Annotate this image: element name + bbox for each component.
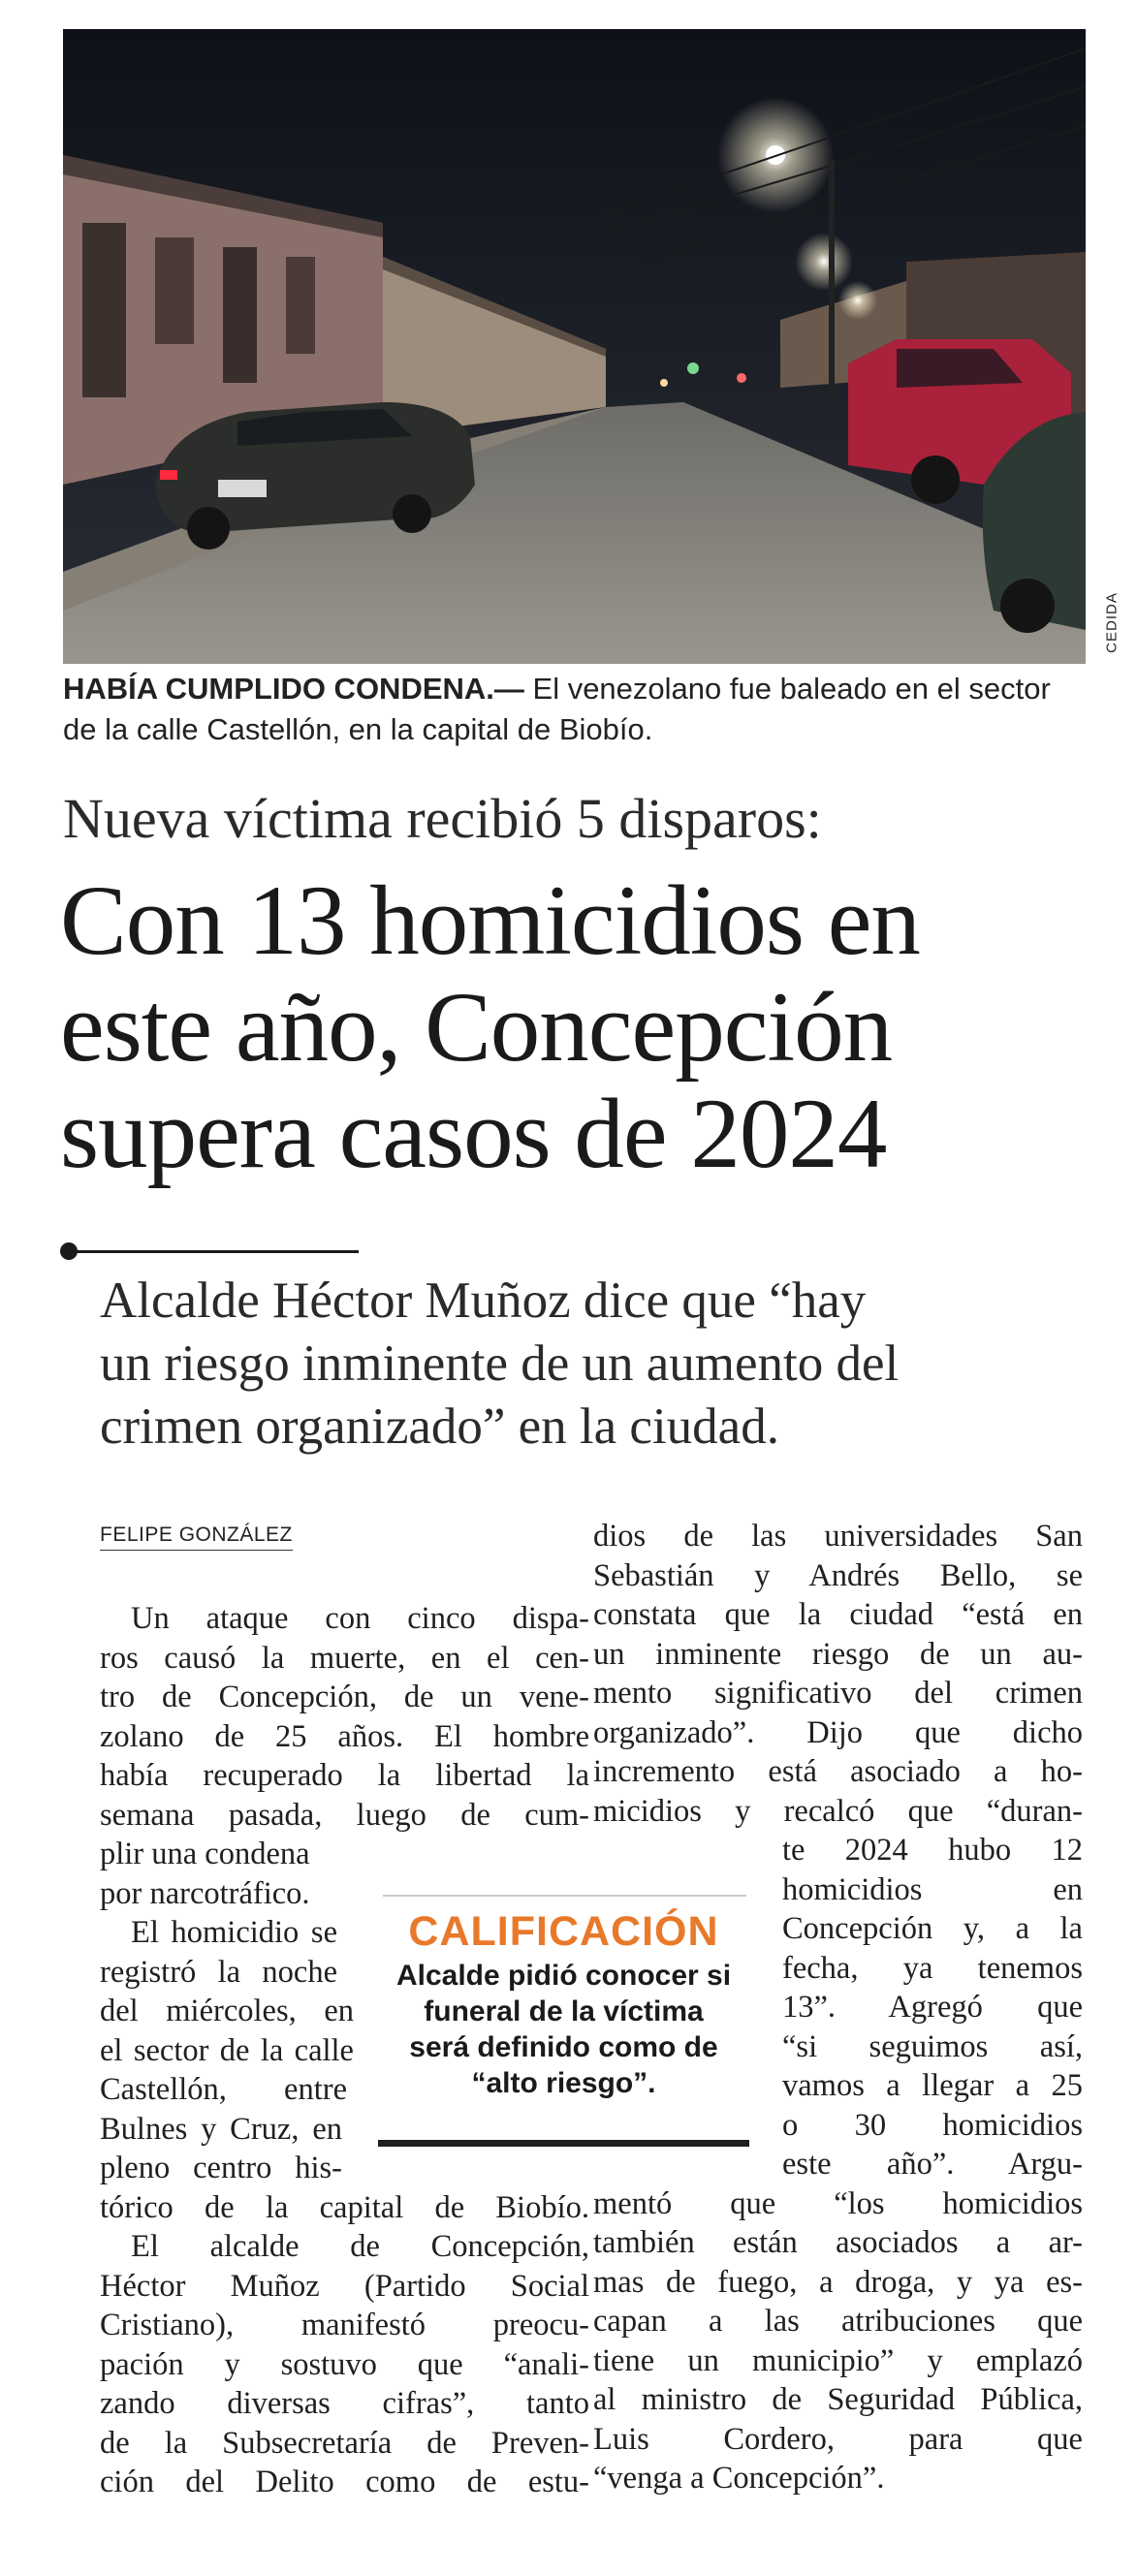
article-line: zando diversas cifras”, tanto: [100, 2386, 589, 2421]
article-line: o 30 homicidios: [782, 2107, 1083, 2143]
article-line: Un ataque con cinco dispa-: [131, 1601, 589, 1636]
article-line: Cristiano), manifestó preocu-: [100, 2308, 589, 2342]
article-line: vamos a llegar a 25: [782, 2068, 1083, 2103]
article-line: por narcotráfico.: [100, 1875, 310, 1911]
article-line: dios de las universidades San: [593, 1519, 1083, 1554]
sidebar-line: “alto riesgo”.: [471, 2067, 656, 2099]
article-photo: [63, 29, 1086, 664]
article-line: ción del Delito como de estu-: [100, 2465, 589, 2499]
subhead-line: Alcalde Héctor Muñoz dice que “hay: [100, 1272, 867, 1329]
article-line: plir una condena: [100, 1837, 310, 1871]
article-line: El homicidio se: [131, 1915, 337, 1950]
article-line: pleno centro his-: [100, 2151, 342, 2185]
headline-line: supera casos de 2024: [60, 1079, 887, 1189]
sidebar-text: [378, 1958, 749, 2101]
night-street-photo-icon: [63, 29, 1086, 664]
article-line: zolano de 25 años. El hombre: [100, 1718, 589, 1754]
sidebar-line: Alcalde pidió conocer si: [395, 1960, 732, 1992]
sidebar-rule-top: [383, 1895, 746, 1897]
subhead: [100, 1270, 1098, 1459]
headline-line: Con 13 homicidios en: [60, 865, 920, 976]
article-line: pación y sostuvo que “anali-: [100, 2346, 589, 2382]
caption-text: El venezolano fue baleado en el sector de la calle Castellón, en la capital de Biobío.: [63, 672, 1051, 746]
article-line: tro de Concepción, de un vene-: [100, 1680, 589, 1714]
article-line: incremento está asociado a ho-: [593, 1754, 1083, 1789]
article-line: constata que la ciudad “está en: [593, 1597, 1083, 1632]
article-line: micidios y recalcó que “duran-: [593, 1793, 1083, 1829]
article-line: un inminente riesgo de un au-: [593, 1636, 1083, 1672]
article-line: te 2024 hubo 12: [782, 1833, 1083, 1868]
article-line: semana pasada, luego de cum-: [100, 1797, 589, 1833]
headline: [60, 867, 1107, 1187]
subhead-line: un riesgo inminente de un aumento del: [100, 1335, 900, 1392]
article-line: también están asociados a ar-: [593, 2225, 1083, 2260]
article-line: Concepción y, a la: [782, 1911, 1083, 1946]
sidebar-line: será definido como de: [409, 2031, 718, 2063]
article-line: de la Subsecretaría de Preven-: [100, 2425, 589, 2461]
article-line: el sector de la calle: [100, 2032, 354, 2068]
article-line: había recuperado la libertad la: [100, 1758, 589, 1793]
article-line: 13”. Agregó que: [782, 1990, 1083, 2025]
photo-caption: [63, 669, 1090, 750]
sidebar-rule-bottom: [378, 2140, 749, 2147]
headline-line: este año, Concepción: [60, 972, 893, 1083]
article-line: fecha, ya tenemos: [782, 1950, 1083, 1986]
article-line: al ministro de Seguridad Pública,: [593, 2382, 1083, 2417]
divider: [68, 1250, 359, 1253]
article-line: El alcalde de Concepción,: [131, 2229, 589, 2264]
article-line: Héctor Muñoz (Partido Social: [100, 2268, 589, 2304]
article-line: homicidios en: [782, 1871, 1083, 1907]
article-line: Bulnes y Cruz, en: [100, 2111, 342, 2147]
kicker: Nueva víctima recibió 5 disparos:: [63, 787, 822, 850]
bullet-dot-icon: [60, 1242, 78, 1260]
article-line: registró la noche: [100, 1954, 337, 1990]
article-line: “venga a Concepción”.: [593, 2461, 885, 2496]
article-line: Sebastián y Andrés Bello, se: [593, 1557, 1083, 1593]
sidebar-line: funeral de la víctima: [424, 1995, 704, 2027]
article-line: Castellón, entre: [100, 2072, 347, 2107]
article-line: tiene un municipio” y emplazó: [593, 2342, 1083, 2378]
article-line: tórico de la capital de Biobío.: [100, 2189, 589, 2225]
article-line: ros causó la muerte, en el cen-: [100, 1640, 589, 1676]
subhead-line: crimen organizado” en la ciudad.: [100, 1398, 779, 1455]
byline: FELIPE GONZÁLEZ: [100, 1524, 293, 1551]
photo-credit: CEDIDA: [1103, 592, 1121, 653]
article-line: mas de fuego, a droga, y ya es-: [593, 2264, 1083, 2300]
article-line: “si seguimos así,: [782, 2028, 1083, 2064]
article-line: Luis Cordero, para que: [593, 2421, 1083, 2457]
article-line: mentó que “los homicidios: [593, 2185, 1083, 2221]
article-line: este año”. Argu-: [782, 2147, 1083, 2182]
article-line: mento significativo del crimen: [593, 1676, 1083, 1711]
caption-lead: HABÍA CUMPLIDO CONDENA.—: [63, 672, 524, 706]
article-line: capan a las atribuciones que: [593, 2304, 1083, 2339]
sidebar-title: CALIFICACIÓN: [408, 1908, 719, 1955]
article-line: del miércoles, en: [100, 1994, 354, 2028]
article-line: organizado”. Dijo que dicho: [593, 1714, 1083, 1750]
